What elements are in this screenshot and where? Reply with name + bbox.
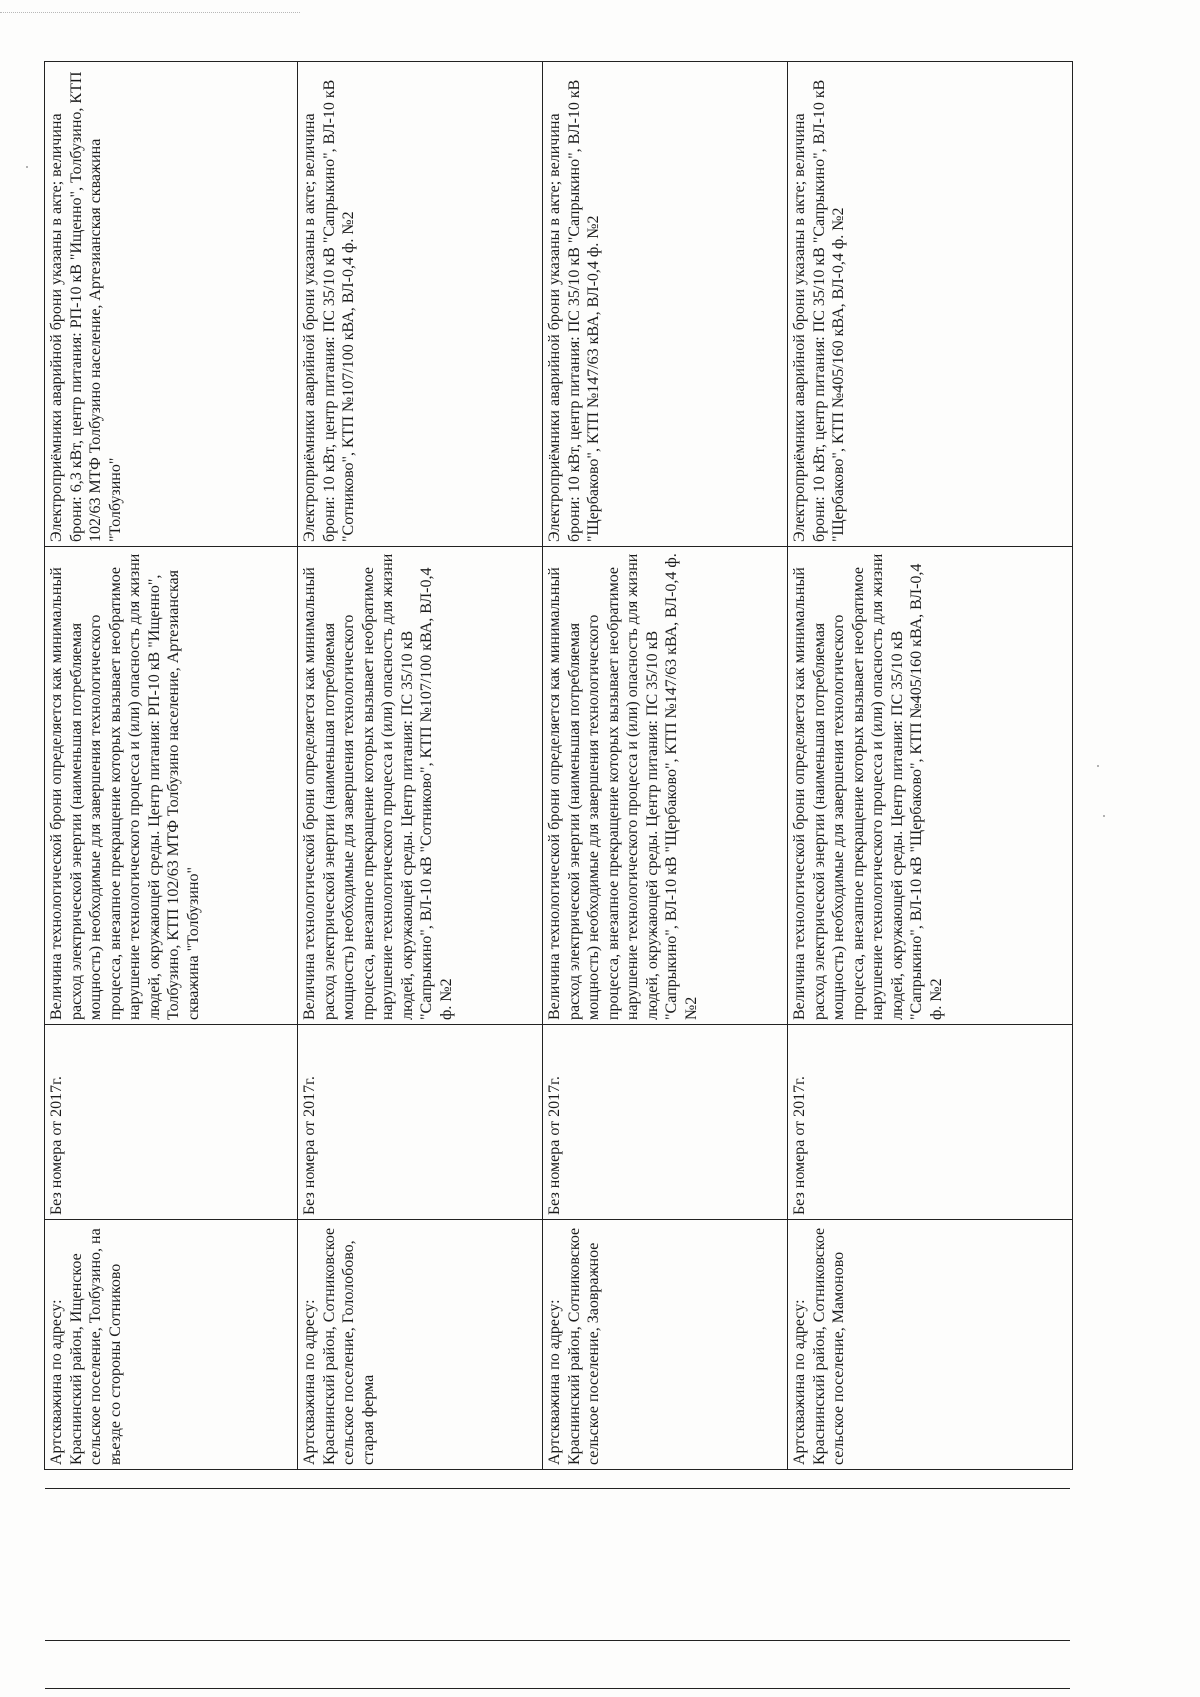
technological-reserve-cell: Величина технологической брони определяется как минимальный расход электрической энергии (наименьшая потребляемая мощность) необходимые для завершения технологического процесса, внезапное прекращение которых вызывает необратимое нарушение технологического процесса и (или) опасность для жизни людей, окружающей среды. Центр питания: ПС 35/10 кВ "Сапрыкино", ВЛ-10 кВ "Щербаково", КТП №405/160 кВА, ВЛ-0,4 ф. №2 bbox=[788, 547, 1073, 1025]
page-rule-line bbox=[45, 1688, 1070, 1689]
page-rule-line bbox=[45, 1488, 1070, 1489]
object-address-cell: Артскважина по адресу: Краснинский район, Сотниковское сельское поселение, Гололобово, старая ферма bbox=[298, 1220, 543, 1470]
table-row bbox=[45, 62, 298, 1470]
act-number-cell: Без номера от 2017г. bbox=[298, 1025, 543, 1220]
table-row bbox=[788, 62, 1073, 1470]
scan-speck bbox=[26, 166, 28, 168]
object-address-cell: Артскважина по адресу: Краснинский район, Сотниковское сельское поселение, Заовражное bbox=[543, 1220, 788, 1470]
technological-reserve-cell: Величина технологической брони определяется как минимальный расход электрической энергии (наименьшая потребляемая мощность) необходимые для завершения технологического процесса, внезапное прекращение которых вызывает необратимое нарушение технологического процесса и (или) опасность для жизни людей, окружающей среды. Центр питания: ПС 35/10 кВ "Сапрыкино", ВЛ-10 кВ "Сотниково", КТП №107/100 кВА, ВЛ-0,4 ф. №2 bbox=[298, 547, 543, 1025]
table-row bbox=[298, 62, 543, 1470]
emergency-reserve-cell: Электроприёмники аварийной брони указаны в акте; величина брони: 6,3 кВт, центр питания: РП-10 кВ "Ищенно", Толбузино, КТП 102/63 МТФ Толбузино население, Артезианская скважина "Толбузино" bbox=[45, 62, 298, 547]
emergency-reserve-table bbox=[44, 61, 1073, 1470]
act-number-cell: Без номера от 2017г. bbox=[45, 1025, 298, 1220]
emergency-reserve-cell: Электроприёмники аварийной брони указаны в акте; величина брони: 10 кВт, центр питания: ПС 35/10 кВ "Сапрыкино", ВЛ-10 кВ "Сотниково", КТП №107/100 кВА, ВЛ-0,4 ф. №2 bbox=[298, 62, 543, 547]
technological-reserve-cell: Величина технологической брони определяется как минимальный расход электрической энергии (наименьшая потребляемая мощность) необходимые для завершения технологического процесса, внезапное прекращение которых вызывает необратимое нарушение технологического процесса и (или) опасность для жизни людей, окружающей среды. Центр питания: ПС 35/10 кВ "Сапрыкино", ВЛ-10 кВ "Щербаково", КТП №147/63 кВА, ВЛ-0,4 ф. №2 bbox=[543, 547, 788, 1025]
object-address-cell: Артскважина по адресу: Краснинский район, Сотниковское сельское поселение, Мамоново bbox=[788, 1220, 1073, 1470]
scan-speck bbox=[1097, 765, 1099, 767]
table-row bbox=[543, 62, 788, 1470]
object-address-cell: Артскважина по адресу: Краснинский район, Ищенское сельское поселение, Толбузино, на въезде со стороны Сотниково bbox=[45, 1220, 298, 1470]
technological-reserve-cell: Величина технологической брони определяется как минимальный расход электрической энергии (наименьшая потребляемая мощность) необходимые для завершения технологического процесса, внезапное прекращение которых вызывает необратимое нарушение технологического процесса и (или) опасность для жизни людей, окружающей среды. Центр питания: РП-10 кВ "Ищенно", Толбузино, КТП 102/63 МТФ Толбузино население, Артезианская скважина "Толбузино" bbox=[45, 547, 298, 1025]
emergency-reserve-cell: Электроприёмники аварийной брони указаны в акте; величина брони: 10 кВт, центр питания: ПС 35/10 кВ "Сапрыкино", ВЛ-10 кВ "Щербаково", КТП №147/63 кВА, ВЛ-0,4 ф. №2 bbox=[543, 62, 788, 547]
page-rule-line bbox=[45, 1640, 1070, 1641]
act-number-cell: Без номера от 2017г. bbox=[788, 1025, 1073, 1220]
emergency-reserve-cell: Электроприёмники аварийной брони указаны в акте; величина брони: 10 кВт, центр питания: ПС 35/10 кВ "Сапрыкино", ВЛ-10 кВ "Щербаково", КТП №405/160 кВА, ВЛ-0,4 ф. №2 bbox=[788, 62, 1073, 547]
scan-edge-line bbox=[0, 12, 300, 13]
scan-speck bbox=[1103, 815, 1105, 817]
act-number-cell: Без номера от 2017г. bbox=[543, 1025, 788, 1220]
